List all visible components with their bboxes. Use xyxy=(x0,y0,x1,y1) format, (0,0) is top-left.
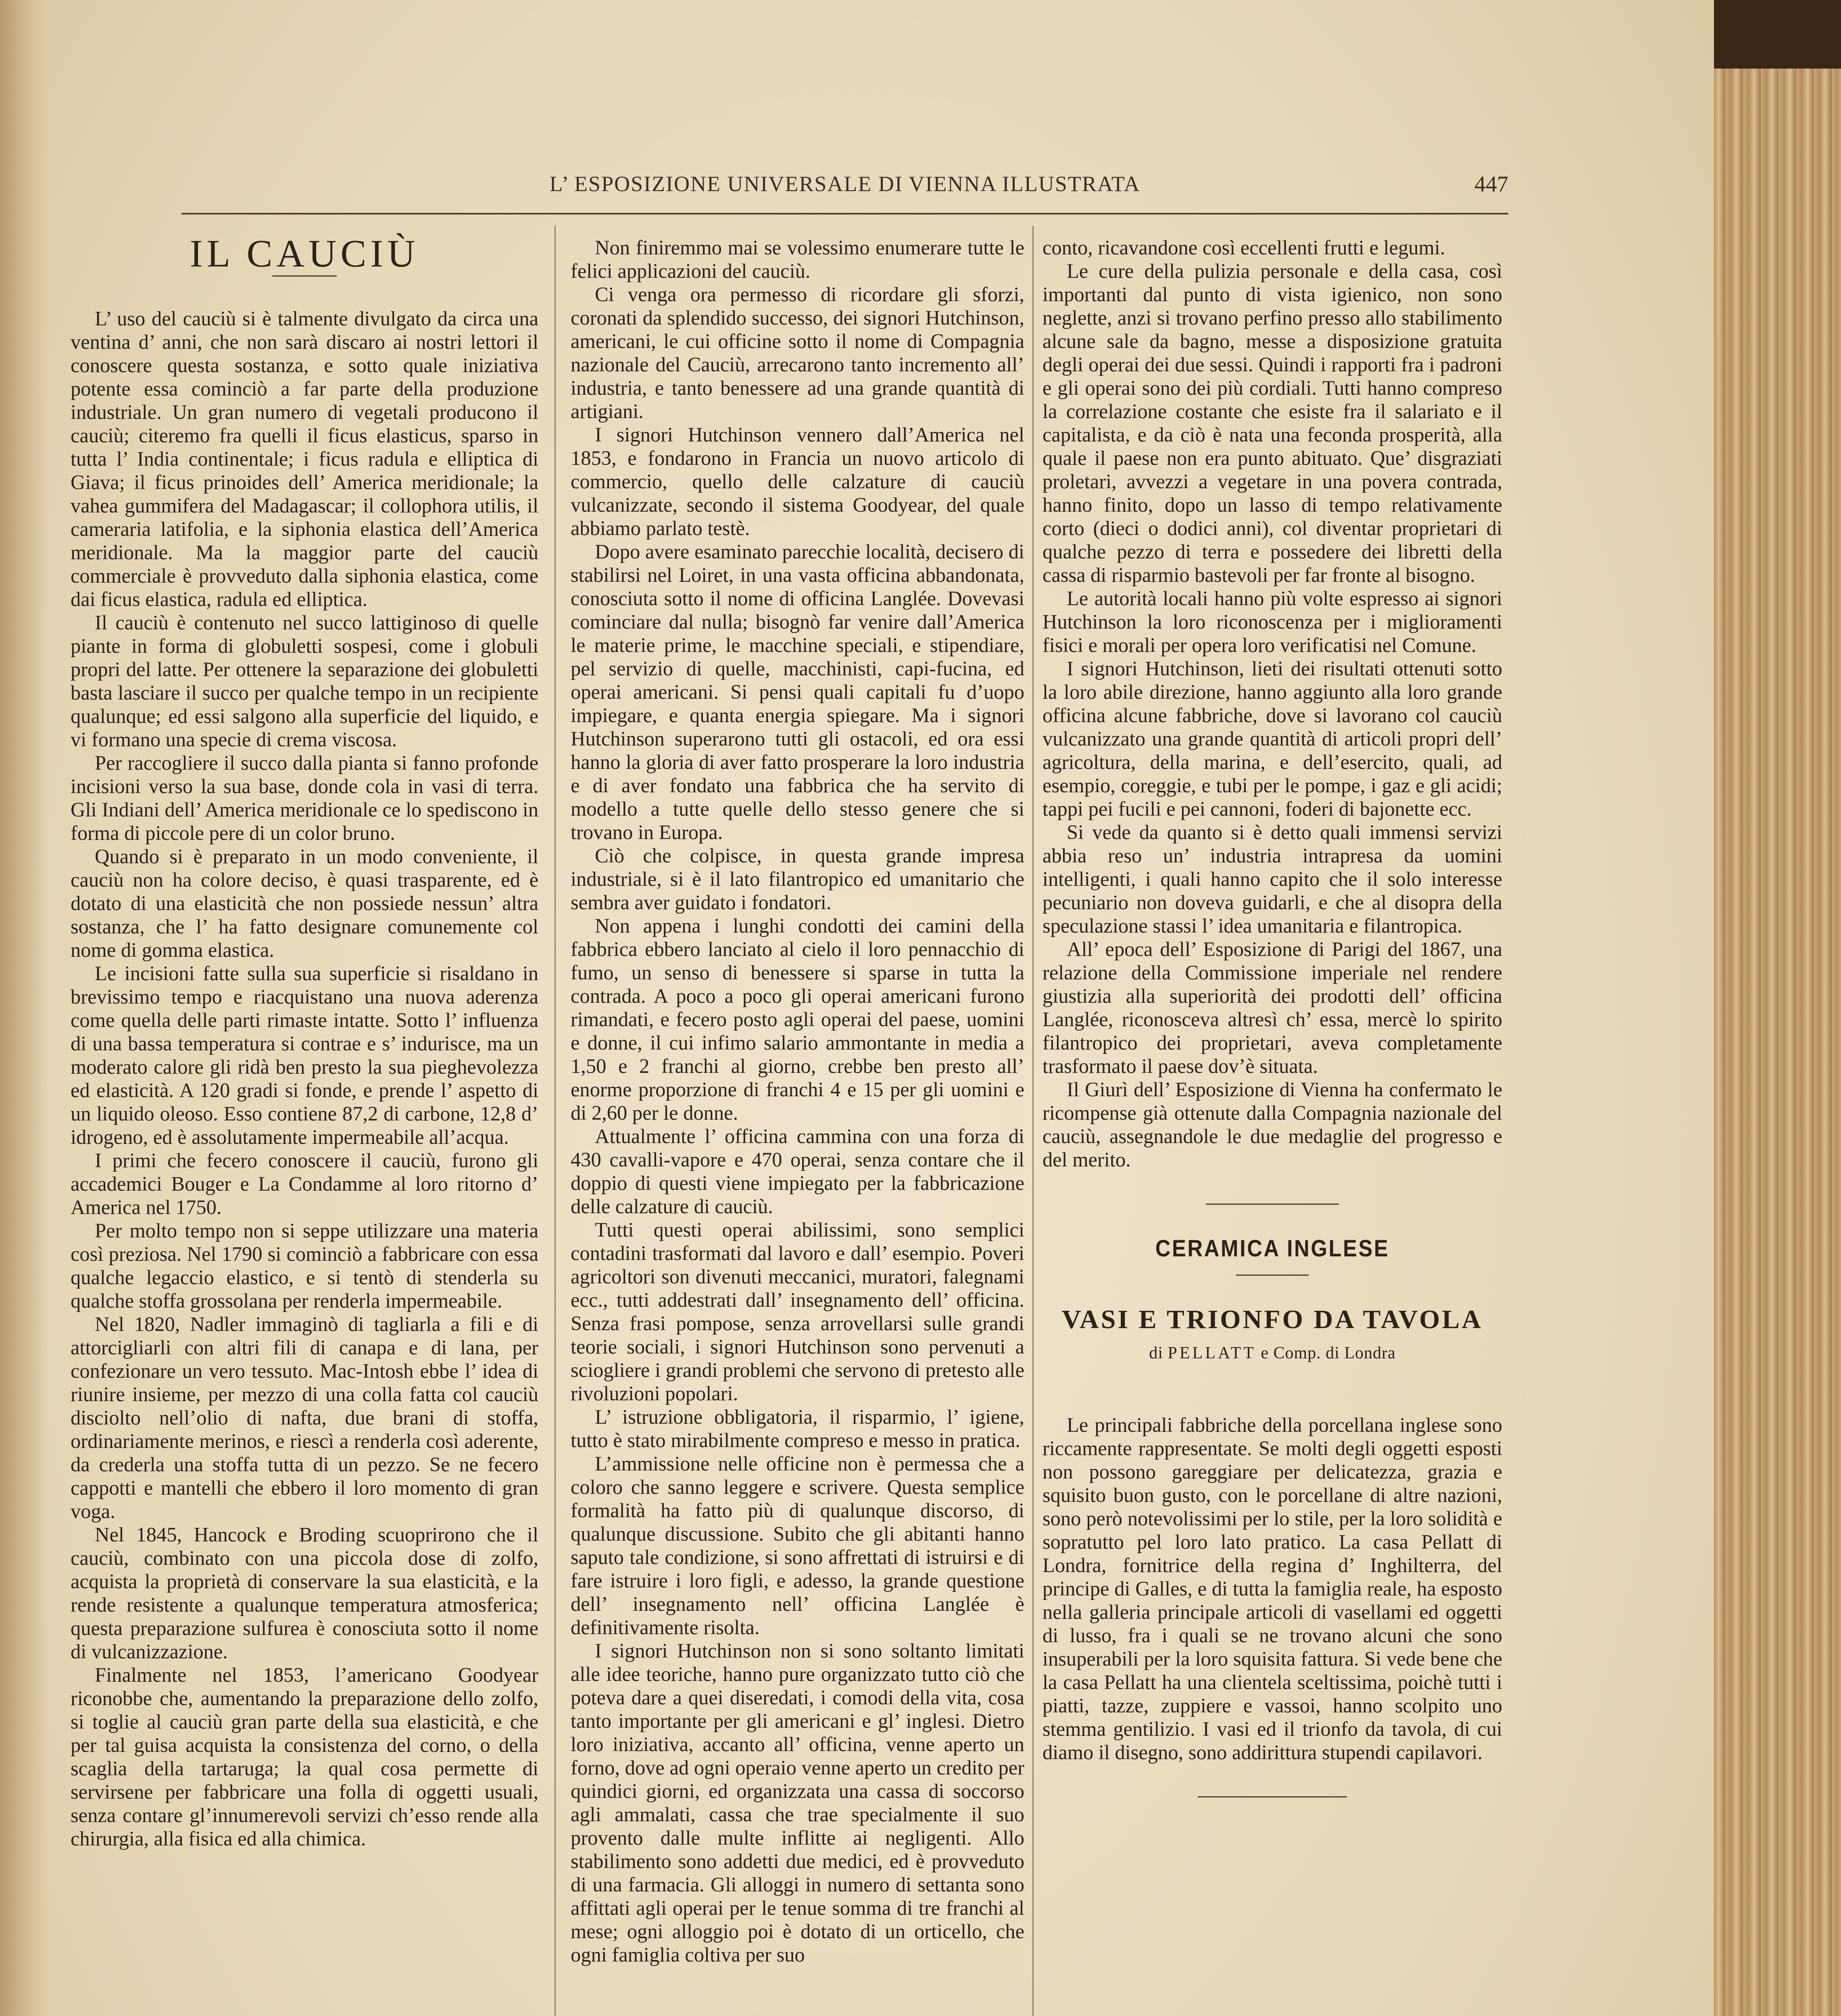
article-end-rule xyxy=(1206,1204,1339,1205)
article-subtitle: VASI E TRIONFO DA TAVOLA xyxy=(1061,1305,1483,1334)
article-title: IL CAUCIÙ xyxy=(190,232,419,275)
paragraph: Il cauciù è contenuto nel succo lattiginoso di quelle piante in forma di globuletti sospesi, come i globuli propri del latte. Per ottenere la separazione dei globuletti basta lasciare il succo per qualche tempo in un recipiente qualunque; ed essi salgono alla superficie del liquido, e vi formano una specie di crema viscosa. xyxy=(71,611,538,751)
paragraph: Finalmente nel 1853, l’americano Goodyear riconobbe che, aumentando la preparazione dello zolfo, si toglie al cauciù gran parte della sua elasticità, e che per tal guisa acquista la consistenza del corno, o della scaglia della tartaruga; la qual cosa permette di servirsene per fabbricare una folla di oggetti usuali, senza contare gl’innumerevoli servizi ch’esso rende alla chirurgia, alla fisica ed alla chimica. xyxy=(71,1664,538,1850)
paragraph: Tutti questi operai abilissimi, sono semplici contadini trasformati dal lavoro e dall’ esempio. Poveri agricoltori son divenuti meccanici, muratori, falegnami ecc., tutti addestrati dall’ insegnamento dell’ officina. Senza frasi pompose, senza arrovellarsi sulle grandi teorie sociali, i signori Hutchinson sono pervenuti a sciogliere i grandi problemi che servono di pretesto alle rivoluzioni popolari. xyxy=(571,1218,1024,1405)
paragraph: Le principali fabbriche della porcellana inglese sono riccamente rappresentate. Se molti degli oggetti esposti non possono gareggiare per delicatezza, grazia e squisito buon gusto, con le porcellane di altre nazioni, sono però notevolissimi per lo stile, per la loro solidità e sopratutto pel loro lato pratico. La casa Pellatt di Londra, fornitrice della regina d’ Inghilterra, del principe di Galles, e di tutta la famiglia reale, ha esposto nella galleria principale articoli di vasellami ed oggetti di lusso, fra i quali se ne trovano alcuni che sono insuperabili per la loro squisita fattura. Si vede bene che la casa Pellatt ha una clientela sceltissima, poichè tutti i piatti, tazze, zuppiere e vassoi, hanno scolpito uno stemma gentilizio. I vasi ed il trionfo da tavola, di cui diamo il disegno, sono addirittura stupendi capilavori. xyxy=(1042,1414,1502,1764)
paragraph: I signori Hutchinson vennero dall’America nel 1853, e fondarono in Francia un nuovo articolo di commercio, quello delle calzature di cauciù vulcanizzate, secondo il sistema Goodyear, del quale abbiamo parlato testè. xyxy=(571,423,1024,539)
page-header xyxy=(181,163,1508,212)
column-divider xyxy=(555,226,556,2016)
paragraph: Le autorità locali hanno più volte espresso ai signori Hutchinson la loro riconoscenza per i miglioramenti fisici e morali per opera loro verificatisi nel Comune. xyxy=(1042,587,1502,656)
section-rule xyxy=(1236,1275,1309,1276)
column-1 xyxy=(71,232,538,1850)
paragraph: Quando si è preparato in un modo conveniente, il cauciù non ha colore deciso, è quasi trasparente, ed è dotato di una elasticità che non possiede nessun’ altra sostanza, che l’ ha fatto designare comunemente col nome di gomma elastica. xyxy=(71,845,538,961)
byline-suffix: e Comp. di Londra xyxy=(1261,1344,1396,1362)
paragraph: Dopo avere esaminato parecchie località, decisero di stabilirsi nel Loiret, in una vasta officina abbandonata, conosciuta sotto il nome di officina Langlée. Dovevasi cominciare dal nulla; bisognò far venire dall’America le materie prime, le macchine speciali, e stipendiare, pel servizio di quelle, macchinisti, capi-fucina, ed operai americani. Si pensi quali capitali fu d’uopo impiegare, e quanta energia spiegare. Ma i signori Hutchinson superarono tutti gli ostacoli, ed ora essi hanno la gloria di aver fatto prosperare la loro industria e di aver fondato una fabbrica che ha servito di modello a tutte quelle dello stesso genere che si trovano in Europa. xyxy=(571,540,1024,843)
binding-gutter xyxy=(0,0,48,2016)
article-ceramica xyxy=(1042,1237,1502,1797)
paragraph: L’ istruzione obbligatoria, il risparmio, l’ igiene, tutto è stato mirabilmente compreso e messo in pratica. xyxy=(571,1406,1024,1452)
paragraph: All’ epoca dell’ Esposizione di Parigi del 1867, una relazione della Commissione imperiale nel rendere giustizia alla superiorità dei prodotti dell’ officina Langlée, riconosceva altresì ch’ essa, mercè lo spirito filantropico dei proprietari, aveva completamente trasformato il paese dov’è situata. xyxy=(1042,938,1502,1077)
paragraph: L’ uso del cauciù si è talmente divulgato da circa una ventina d’ anni, che non sarà discaro ai nostri lettori il conoscere questa sostanza, e sotto quale iniziativa potente essa cominciò a far parte della produzione industriale. Un gran numero di vegetali producono il cauciù; citeremo fra quelli il ficus elasticus, sparso in tutta l’ India continentale; i ficus radula e elliptica di Giava; il ficus prinoides dell’ America meridionale; la vahea gummifera del Madagascar; il collophora utilis, il cameraria latifolia, e la siphonia elastica dell’America meridionale. Ma la maggior parte del cauciù commerciale è provveduto dalla siphonia elastica, come dai ficus elastica, radula ed elliptica. xyxy=(71,307,538,610)
section-heading: CERAMICA INGLESE xyxy=(1155,1235,1390,1262)
page-number: 447 xyxy=(1474,172,1508,197)
paragraph: Nel 1845, Hancock e Broding scuoprirono che il cauciù, combinato con una piccola dose di zolfo, acquista la proprietà di conservare la sua elasticità, e la rende resistente a qualunque temperatura atmosferica; questa preparazione sulfurea è conosciuta sotto il nome di vulcanizzazione. xyxy=(71,1523,538,1663)
title-rule xyxy=(272,275,337,277)
paragraph: Per raccogliere il succo dalla pianta si fanno profonde incisioni verso la sua base, donde cola in vasi di terra. Gli Indiani dell’ America meridionale ce lo spediscono in forma di piccole pere di un color bruno. xyxy=(71,752,538,844)
paragraph: L’ammissione nelle officine non è permessa che a coloro che sanno leggere e scrivere. Questa semplice formalità ha fatto più di qualunque discorso, di qualunque discussione. Subito che gli abitanti hanno saputo tale condizione, si sono affrettati di istruirsi e di fare istruire i loro figli, e adesso, la grande questione dell’ insegnamento nell’ officina Langlée è definitivamente risolta. xyxy=(571,1452,1024,1639)
paragraph: I signori Hutchinson, lieti dei risultati ottenuti sotto la loro abile direzione, hanno aggiunto alla loro grande officina alcune fabbriche, dove si lavorano col cauciù vulcanizzato una grande quantità di articoli propri dell’ agricoltura, della marina, e dell’esercito, quali, ad esempio, coreggie, e tubi per le pompe, i gaz e gli acidi; tappi pei fucili e pei cannoni, foderi di bajonette ecc. xyxy=(1042,657,1502,820)
paragraph: conto, ricavandone così eccellenti frutti e legumi. xyxy=(1042,236,1445,259)
paragraph: Non finiremmo mai se volessimo enumerare tutte le felici applicazioni del cauciù. xyxy=(571,236,1024,282)
column-2 xyxy=(571,236,1024,1966)
closing-rule xyxy=(1198,1796,1347,1797)
paragraph: Nel 1820, Nadler immaginò di tagliarla a fili e di attorcigliarli con altri fili di canapa e di lana, per confezionare un vero tessuto. Mac-Intosh ebbe l’ idea di riunire insieme, per mezzo di una colla fatta col cauciù disciolto nell’olio di nafta, due brani di stoffa, ordinariamente merinos, e riescì a renderla così aderente, da crederla una stoffa tutta di un pezzo. Se ne fecero cappotti e mantelli che ebbero il loro momento di gran voga. xyxy=(71,1313,538,1522)
byline-name: PELLATT xyxy=(1168,1344,1256,1362)
paragraph: I primi che fecero conoscere il cauciù, furono gli accademici Bouger e La Condamme al loro ritorno d’ America nel 1750. xyxy=(71,1149,538,1218)
byline xyxy=(1042,1341,1502,1365)
paragraph: Si vede da quanto si è detto quali immensi servizi abbia reso un’ industria intrapresa da uomini intelligenti, i quali hanno capito che il solo interesse pecuniario non doveva guidarli, e che al disopra della speculazione stassi l’ idea umanitaria e filantropica. xyxy=(1042,821,1502,937)
paragraph: Non appena i lunghi condotti dei camini della fabbrica ebbero lanciato al cielo il loro pennacchio di fumo, un senso di benessere si sparse in tutta la contrada. A poco a poco gli operai americani furono rimandati, e fecero posto agli operai del paese, uomini e donne, il cui infimo salario ammontante in media a 1,50 e 2 franchi al giorno, crebbe ben presto all’ enorme proporzione di franchi 4 e 15 per gli uomini e di 2,60 per le donne. xyxy=(571,914,1024,1124)
header-rule xyxy=(181,213,1508,215)
paragraph: Le cure della pulizia personale e della casa, così importanti dal punto di vista igienico, non sono neglette, anzi si trovano perfino presso allo stabilimento alcune sale da bagno, messe a disposizione gratuita degli operai dei due sessi. Quindi i rapporti fra i padroni e gli operai sono dei più cordiali. Tutti hanno compreso la correlazione costante che esiste fra il salariato e il capitalista, e da ciò è nata una feconda prosperità, alla quale il paese non era punto abituato. Que’ disgraziati proletari, avvezzi a vegetare in una povera contrada, hanno finito, dopo un lasso di tempo relativamente corto (dieci o dodici anni), col diventar proprietari di qualche pezzo di terra e possedere dei libretti della cassa di risparmio bastevoli per far fronte al bisogno. xyxy=(1042,260,1502,586)
byline-prefix: di xyxy=(1149,1344,1163,1362)
paragraph: I signori Hutchinson non si sono soltanto limitati alle idee teoriche, hanno pure organizzato tutto ciò che poteva dare a quei diseredati, i comodi della vita, cosa tanto importante per gli americani e gl’ inglesi. Dietro loro iniziativa, accanto all’ officina, venne aperto un forno, dove ad ogni operaio venne aperto un credito per quindici giorni, ed organizzata una cassa di soccorso agli ammalati, cassa che trae specialmente il suo provento dalle multe inflitte ai negligenti. Allo stabilimento sono addetti due medici, ed è provveduto di una farmacia. Gli alloggi in numero di settanta sono affittati agli operai per le tenue somma di tre franchi al mese; ogni alloggio poi è dotato di un orticello, che ogni famiglia coltiva per suo xyxy=(571,1639,1024,1966)
paragraph: Il Giurì dell’ Esposizione di Vienna ha confermato le ricompense già ottenute dalla Compagnia nazionale del cauciù, assegnandole le due medaglie del progresso e del merito. xyxy=(1042,1078,1502,1171)
paragraph: Ci venga ora permesso di ricordare gli sforzi, coronati da splendido successo, dei signori Hutchinson, americani, le cui officine sotto il nome di Compagnia nazionale del Cauciù, arrecarono tanto incremento all’ industria, e tanto benessere ad una grande quantità di artigiani. xyxy=(571,283,1024,423)
paragraph: Le incisioni fatte sulla sua superficie si risaldano in brevissimo tempo e riacquistano una nuova aderenza come quella delle parti rimaste intatte. Sotto l’ influenza di una bassa temperatura si contrae e s’ indurisce, ma un moderato calore gli ridà ben presto la sua pieghevolezza ed elasticità. A 120 gradi si fonde, e prende l’ aspetto di un liquido oleoso. Esso contiene 87,2 di carbone, 12,8 d’ idrogeno, ed è assolutamente impermeabile all’acqua. xyxy=(71,962,538,1148)
paragraph: Attualmente l’ officina cammina con una forza di 430 cavalli-vapore e 470 operai, senza contare che il doppio di questi viene impiegato per la fabbricazione delle calzature di cauciù. xyxy=(571,1125,1024,1218)
column-divider xyxy=(1032,226,1034,2016)
paragraph: Per molto tempo non si seppe utilizzare una materia così preziosa. Nel 1790 si cominciò a fabbricare con essa qualche legaccio elastico, e si tentò di stenderla su qualche stoffa grossolana per renderla impermeabile. xyxy=(71,1219,538,1312)
paragraph: Ciò che colpisce, in questa grande impresa industriale, si è il lato filantropico ed umanitario che sembra aver guidato i fondatori. xyxy=(571,844,1024,914)
running-title: L’ ESPOSIZIONE UNIVERSALE DI VIENNA ILLUSTRATA xyxy=(549,172,1140,196)
column-3 xyxy=(1042,236,1502,1797)
